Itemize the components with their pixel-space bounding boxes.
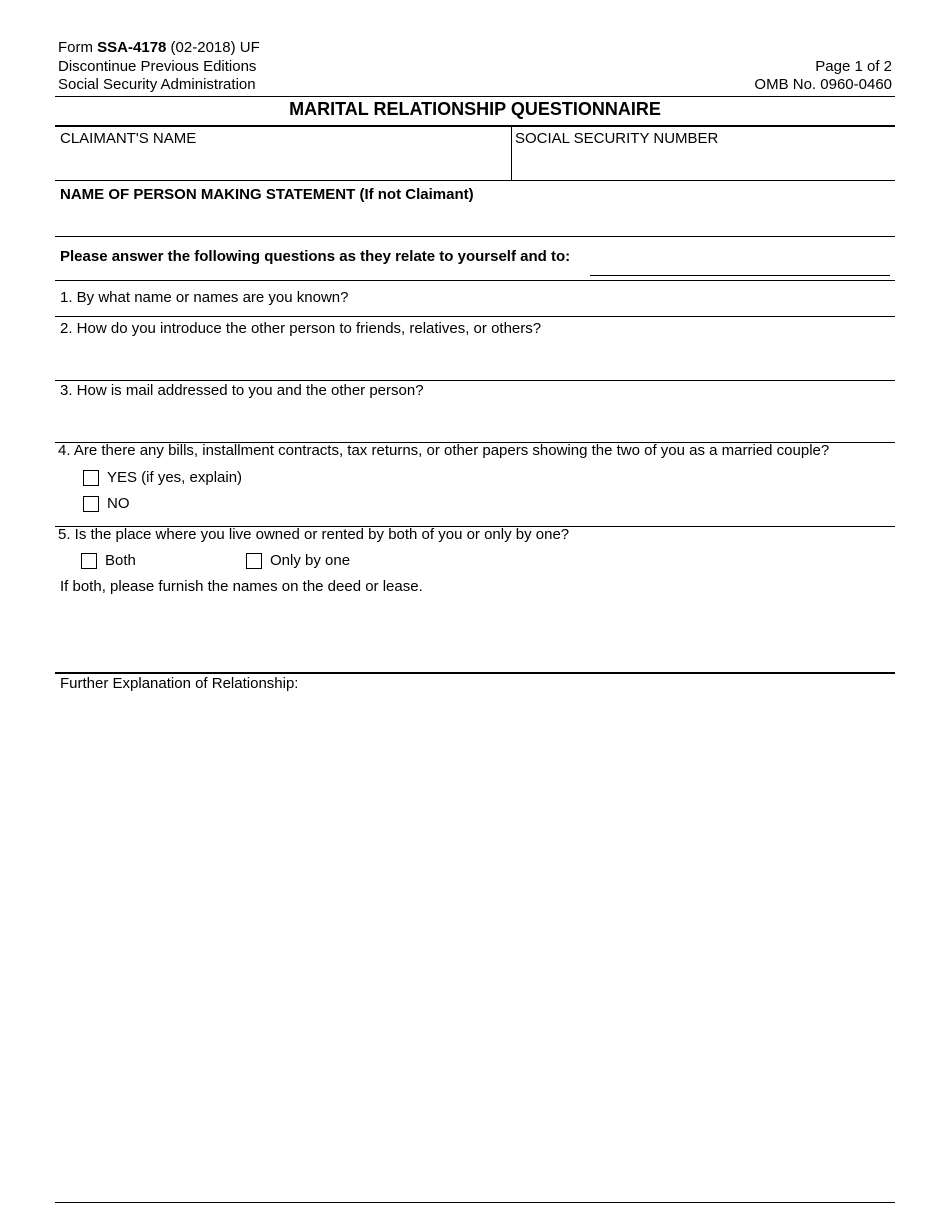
q4-no-option[interactable] (83, 495, 130, 512)
page-title: MARITAL RELATIONSHIP QUESTIONNAIRE (289, 99, 661, 119)
question-2-answer[interactable] (60, 346, 885, 374)
form-number (58, 39, 260, 56)
claimant-ssn-divider (511, 126, 512, 180)
page-number: Page 1 of 2 (815, 58, 892, 75)
ssn-label: SOCIAL SECURITY NUMBER (515, 130, 719, 147)
statement-person-label: NAME OF PERSON MAKING STATEMENT (If not Claimant) (60, 186, 474, 203)
q4-yes-option[interactable] (83, 469, 242, 486)
relate-underline (590, 275, 890, 276)
row-divider-8 (55, 672, 895, 674)
q5-one-label: Only by one (270, 552, 351, 569)
q5-both-label: Both (105, 552, 136, 569)
header-divider (55, 96, 895, 97)
question-1: 1. By what name or names are you known? (60, 289, 349, 306)
q5-one-checkbox[interactable] (246, 553, 262, 569)
question-3-answer[interactable] (60, 408, 885, 436)
q5-both-checkbox[interactable] (81, 553, 97, 569)
question-1-answer[interactable] (375, 288, 885, 310)
relate-label: Please answer the following questions as they relate to yourself and to: (60, 248, 571, 265)
row-divider-5 (55, 380, 895, 381)
agency-name: Social Security Administration (58, 76, 256, 93)
form-suffix: (02-2018) UF (166, 39, 260, 56)
q4-no-label: NO (107, 495, 130, 512)
claimant-name-input[interactable] (60, 152, 500, 176)
row-divider-2 (55, 236, 895, 237)
claimant-name-label: CLAIMANT'S NAME (60, 130, 197, 147)
q4-yes-label: YES (if yes, explain) (107, 469, 243, 486)
q4-yes-checkbox[interactable] (83, 470, 99, 486)
question-5: 5. Is the place where you live owned or rented by both of you or only by one? (58, 526, 570, 543)
further-explanation-label: Further Explanation of Relationship: (60, 675, 299, 692)
q5-one-option[interactable] (246, 552, 350, 569)
bottom-divider (55, 1202, 895, 1203)
omb-number: OMB No. 0960-0460 (754, 76, 892, 93)
ssn-input[interactable] (515, 152, 885, 176)
discontinue-note: Discontinue Previous Editions (58, 58, 257, 75)
row-divider-3 (55, 280, 895, 281)
question-3: 3. How is mail addressed to you and the other person? (60, 382, 424, 399)
form-prefix: Form (58, 39, 98, 56)
relate-input[interactable] (592, 250, 887, 274)
further-explanation-input[interactable] (60, 700, 885, 1195)
row-divider-4 (55, 316, 895, 317)
q4-no-checkbox[interactable] (83, 496, 99, 512)
q5-followup: If both, please furnish the names on the deed or lease. (60, 578, 423, 595)
statement-person-input[interactable] (60, 208, 880, 232)
q5-deed-names-input[interactable] (60, 600, 885, 666)
question-4: 4. Are there any bills, installment contracts, tax returns, or other papers showing the two of you as a married couple? (58, 442, 830, 459)
form-code: SSA-4178 (97, 39, 167, 56)
title-divider (55, 125, 895, 127)
q5-both-option[interactable] (81, 552, 136, 569)
row-divider-1 (55, 180, 895, 181)
question-2: 2. How do you introduce the other person to friends, relatives, or others? (60, 320, 542, 337)
